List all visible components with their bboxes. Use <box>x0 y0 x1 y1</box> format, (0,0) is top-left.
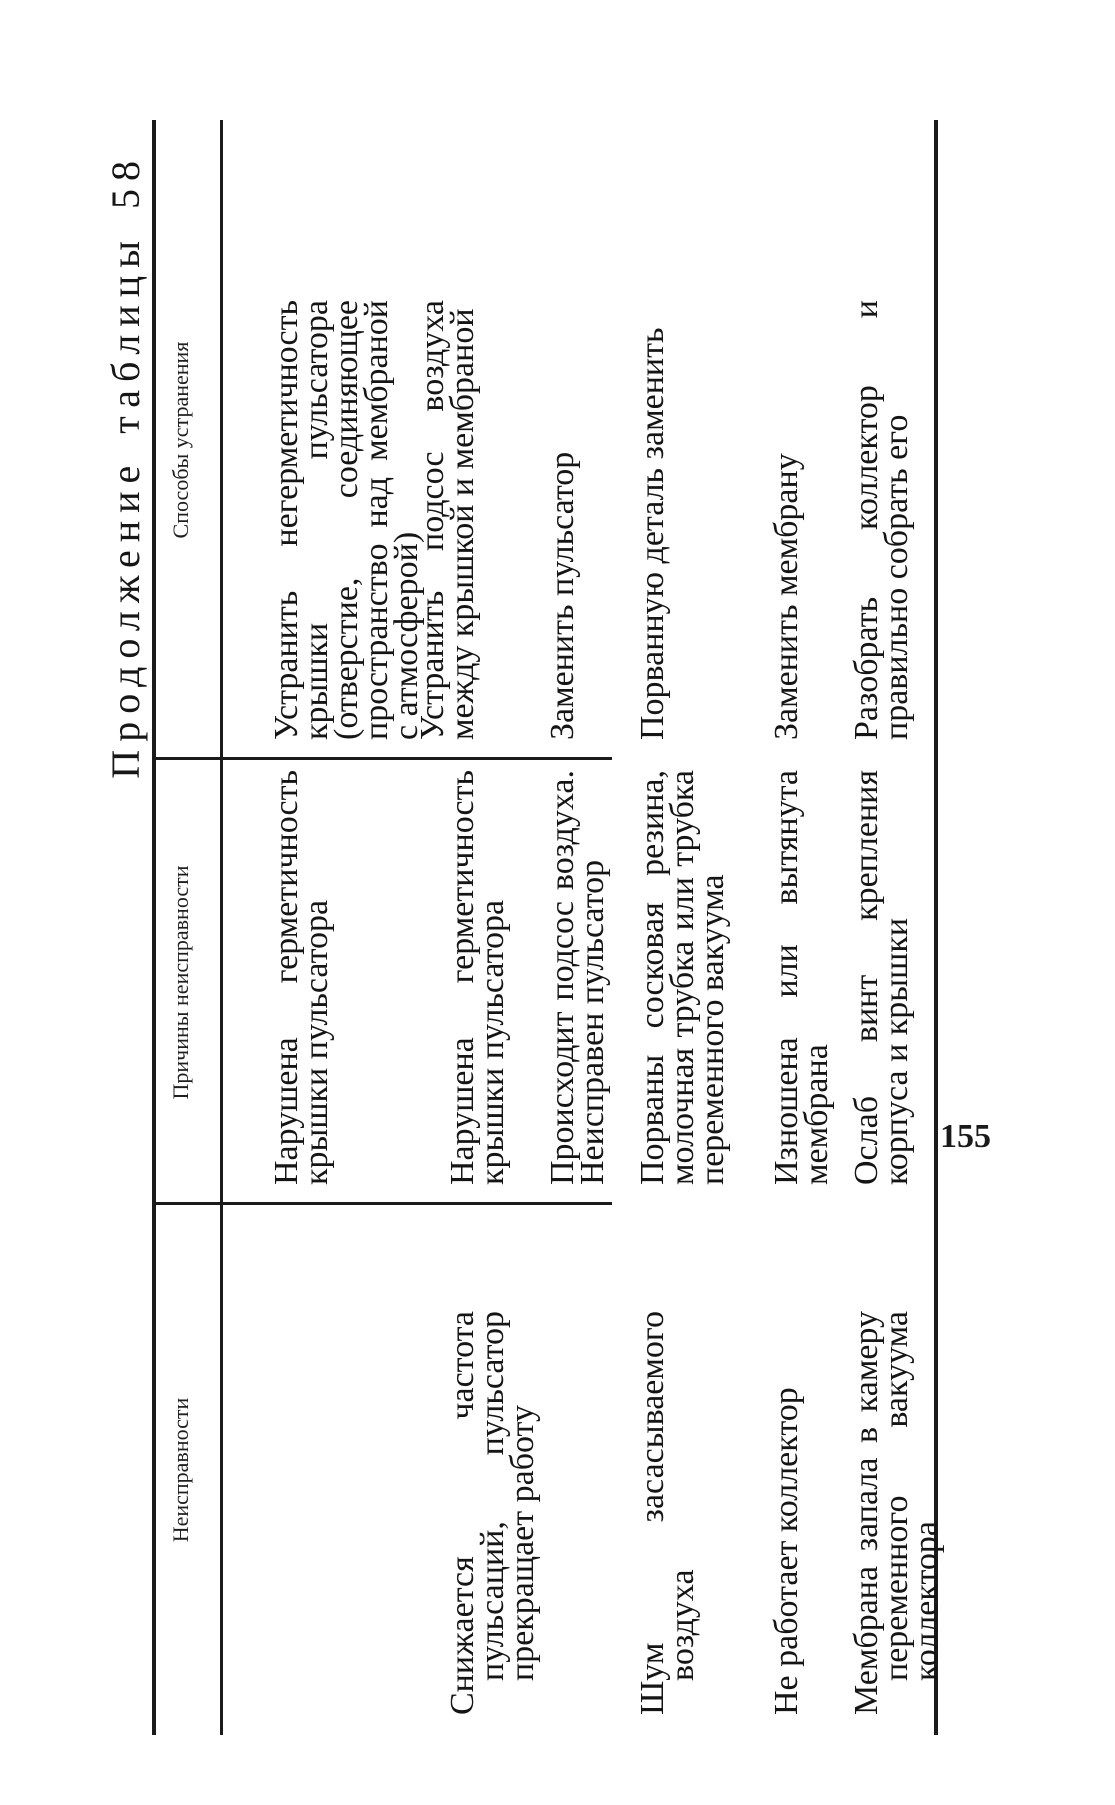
table-cell-fault: Шум засасываемого воздуха <box>634 1311 701 1715</box>
table-cell-fix: Устранить негерметичность крышки пульсатора (отверстие, соединяющее пространство над мембраной с атмосферой) <box>268 300 425 740</box>
table-cell-cause: Нарушена герметичность крышки пульсатора <box>268 770 335 1185</box>
table-cell-cause: Нарушена герметичность крышки пульсатора <box>444 770 511 1185</box>
table-cell-cause: Ослаб винт крепления корпуса и крышки <box>848 770 915 1185</box>
table-cell-fault: Не работает коллектор <box>768 1387 805 1715</box>
header-rule <box>220 120 223 1735</box>
table-cell-fix: Заменить мембрану <box>768 453 805 740</box>
column-header-faults: Неисправности <box>168 1397 193 1543</box>
column-header-fixes: Способы устранения <box>168 341 193 539</box>
page-number: 155 <box>940 1118 991 1155</box>
table-cell-fault: Снижается частота пульсаций, пульсатор прекращает работу <box>444 1311 541 1715</box>
table-cell-fix: Заменить пульсатор <box>544 451 581 740</box>
table-cell-fix: Устранить подсос воздуха между крышкой и мембраной <box>414 300 481 740</box>
table-cell-fix: Разобрать коллектор и правильно собрать его <box>848 300 915 740</box>
rotated-table-page <box>50 150 1050 1805</box>
table-cell-cause: Порваны сосковая резина, молочная трубка или трубка переменного вакуума <box>634 770 731 1185</box>
table-cell-cause: Изношена или вытянута мембрана <box>768 770 835 1185</box>
table-cell-fault: Мембрана запала в камеру переменного вакуума коллектора <box>848 1311 945 1715</box>
table-top-rule <box>152 120 156 1735</box>
column-header-causes: Причины неисправности <box>168 865 193 1100</box>
table-continuation-title: Продолжение таблицы 58 <box>103 153 148 779</box>
table-cell-cause: Происходит подсос воздуха. Неисправен пульсатор <box>544 770 611 1185</box>
column-divider <box>152 757 612 760</box>
table-cell-fix: Порванную деталь заменить <box>634 327 671 740</box>
